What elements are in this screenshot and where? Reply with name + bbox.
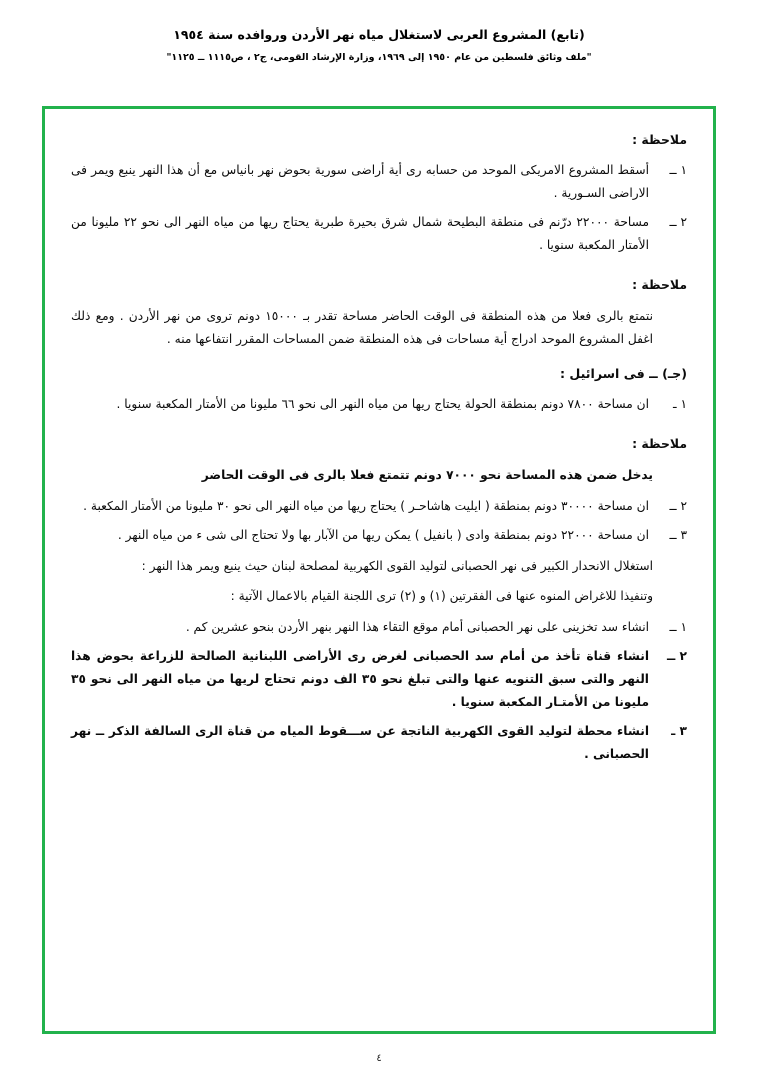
document-header xyxy=(0,0,758,63)
execution-paragraph: وتنفيذا للاغراض المنوه عنها فى الفقرتين (١) و (٢) ترى اللجنة القيام بالاعمال الآتية : xyxy=(230,589,653,604)
list-item xyxy=(71,393,687,416)
note-heading-1: ملاحظة : xyxy=(632,132,687,147)
note-heading-2: ملاحظة : xyxy=(632,277,687,293)
list-item xyxy=(71,495,687,518)
note-paragraph-2: نتمتع بالرى فعلا من هذه المنطقة فى الوقت الحاضر مساحة تقدر بـ ١٥٠٠٠ دونم تروى من نهر الأردن . ومع ذلك اغفل المشروع الموحد ادراج أية مساحات فى هذه المنطقة ضمن المساحات المقرر انتفاعها منه . xyxy=(71,309,653,346)
list-item-number: ٣ ـ xyxy=(671,724,687,739)
note-heading-3: ملاحظة : xyxy=(632,436,687,452)
list-item xyxy=(71,645,687,713)
list-item xyxy=(71,524,687,547)
note-paragraph-3: يدخل ضمن هذه المساحة نحو ٧٠٠٠ دونم تتمتع فعلا بالرى فى الوقت الحاضر xyxy=(201,468,653,483)
list-item xyxy=(71,616,687,639)
page-title: (تابع) المشروع العربى لاستغلال مياه نهر الأردن وروافده سنة ١٩٥٤ xyxy=(173,27,585,42)
list-item-text: انشاء محطة لتوليد القوى الكهربية الناتجة عن ســـقوط المياه من قناة الرى السالفة الذكر ــ نهر الحصبانى . xyxy=(71,724,649,761)
list-item-number: ٢ ــ xyxy=(669,498,687,513)
list-item-text: ان مساحة ٢٢٠٠٠ دونم بمنطقة وادى ( بانفيل ) يمكن ريها من الآبار بها ولا تحتاج الى شى ء من مياه النهر . xyxy=(117,528,649,543)
list-item-number: ١ ــ xyxy=(669,619,687,634)
list-item xyxy=(71,211,687,256)
list-item-text: مساحة ٢٢٠٠٠ درّنم فى منطقة البطيحة شمال شرق بحيرة طبرية يحتاج ريها من مياه النهر الى نحو ٢٢ مليونا من الأمتار المكعبة سنويا . xyxy=(71,215,649,252)
list-item-text: انشاء قناة تأخذ من أمام سد الحصبانى لغرض رى الأراضى اللبنانية الصالحة للزراعة بحوض هذا النهر والتى سبق التنويه عنها والتى تبلغ نحو ٣٥ الف دونم تحتاج لريها من مياه النهر الى نحو ٣٥ مليونا من الأمتـار المكعبة سنويا . xyxy=(71,649,649,709)
document-source-line: "ملف وثائق فلسطين من عام ١٩٥٠ إلى ١٩٦٩، وزارة الإرشاد القومى، ج٢ ، ص١١١٥ ــ ١١٢٥" xyxy=(166,51,592,63)
list-item-number: ١ ــ xyxy=(669,162,687,177)
list-item-number: ٢ ــ xyxy=(666,649,687,664)
page-number: ٤ xyxy=(376,1053,382,1064)
list-item-number: ٣ ــ xyxy=(669,528,687,543)
bordered-content-frame xyxy=(42,106,716,1034)
section-heading-c: (جـ) ــ فى اسرائيل : xyxy=(559,366,687,382)
list-item-number: ٢ ــ xyxy=(669,215,687,230)
document-body xyxy=(71,129,687,765)
hasbani-paragraph: استغلال الانحدار الكبير فى نهر الحصبانى لتوليد القوى الكهربية لمصلحة لبنان حيث ينبع ويمر هذا النهر : xyxy=(141,558,653,573)
list-item xyxy=(71,720,687,765)
list-item-text: أسقط المشروع الامريكى الموحد من حسابه رى أية أراضى سورية بحوض نهر بانياس مع أن هذا النهر ينبع ويمر فى الاراضى السـورية . xyxy=(71,162,649,200)
list-item-text: انشاء سد تخزينى على نهر الحصبانى أمام موقع التقاء هذا النهر بنهر الأردن بنحو عشرين كم . xyxy=(185,619,649,634)
list-item-text: ان مساحة ٣٠٠٠٠ دونم بمنطقة ( ايليت هاشاحـر ) يحتاج ريها من مياه النهر الى نحو ٣٠ مليونا من الأمتار المكعبة . xyxy=(83,498,649,513)
list-item-text: ان مساحة ٧٨٠٠ دونم بمنطقة الحولة يحتاج ريها من مياه النهر الى نحو ٦٦ مليونا من الأمتار المكعبة سنويا . xyxy=(116,396,649,411)
list-item xyxy=(71,159,687,204)
list-item-number: ١ ـ xyxy=(673,396,687,411)
